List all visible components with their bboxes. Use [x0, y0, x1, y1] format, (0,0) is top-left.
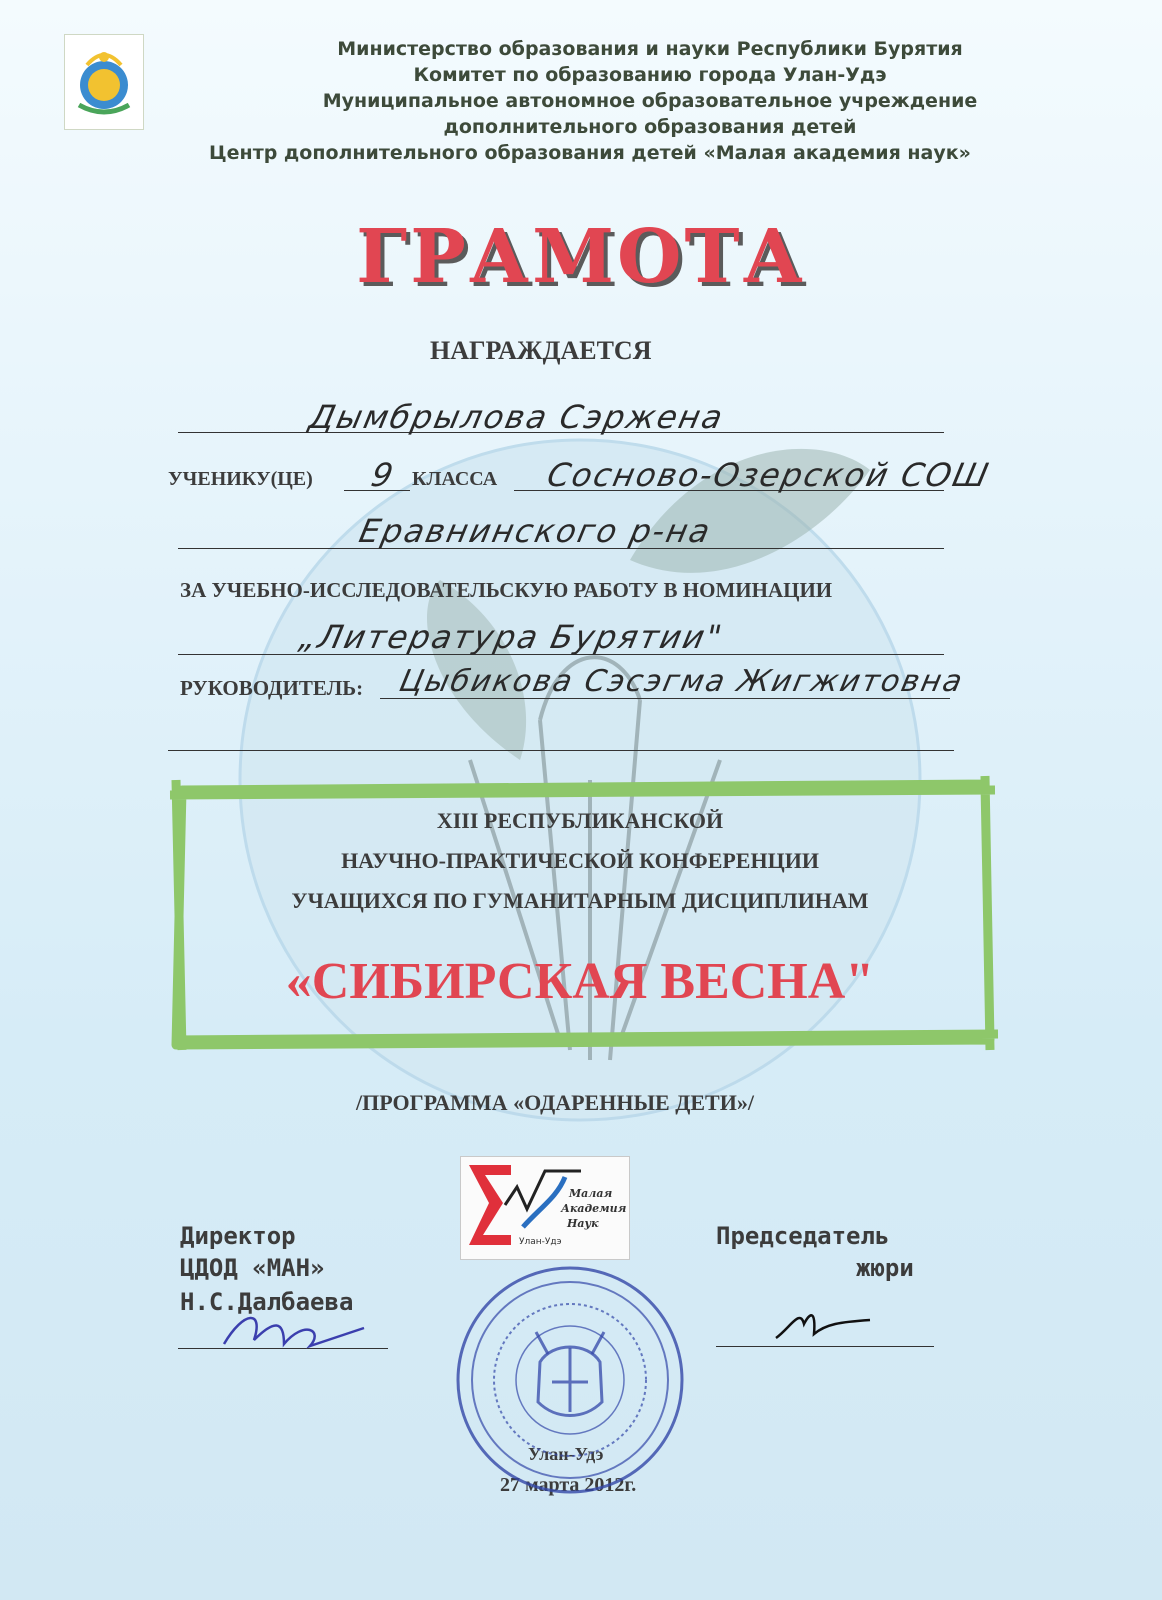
conference-line-1: XIII РЕСПУБЛИКАНСКОЙ	[436, 808, 724, 833]
director-org: ЦДОД «МАН»	[180, 1254, 325, 1282]
awarded-label: НАГРАЖДАЕТСЯ	[430, 336, 652, 365]
director-name: Н.С.Далбаева	[180, 1288, 354, 1316]
header-line-committee: Комитет по образованию города Улан-Удэ	[413, 64, 887, 86]
nomination-label: ЗА УЧЕБНО-ИССЛЕДОВАТЕЛЬСКУЮ РАБОТУ В НОМИНАЦИИ	[180, 578, 833, 602]
official-stamp	[452, 1262, 688, 1498]
buryatia-emblem	[64, 34, 144, 130]
jury-title: Председатель	[716, 1222, 890, 1250]
certificate-title: ГРАМОТА	[356, 214, 806, 300]
recipient-name: Дымбрылова Сэржена	[305, 398, 728, 436]
jury-signature	[770, 1298, 880, 1348]
stamp-city: Улан-Удэ	[528, 1444, 604, 1464]
director-title: Директор	[180, 1222, 296, 1250]
director-signature	[214, 1300, 374, 1360]
certificate-date: 27 марта 2012г.	[500, 1474, 637, 1496]
logo-line-3: Наук	[567, 1217, 599, 1230]
conference-line-2: НАУЧНО-ПРАКТИЧЕСКОЙ КОНФЕРЕНЦИИ	[341, 848, 819, 873]
nomination-value: „Литература Бурятии"	[295, 618, 727, 656]
logo-city: Улан-Удэ	[519, 1237, 562, 1247]
blank-underline	[168, 750, 954, 751]
supervisor-label: РУКОВОДИТЕЛЬ:	[180, 676, 364, 700]
header-line-ministry: Министерство образования и науки Республики Бурятия	[337, 38, 963, 60]
supervisor-name: Цыбикова Сэсэгма Жигжитовна	[396, 664, 968, 699]
jury-subtitle: жюри	[856, 1254, 914, 1282]
emblem-icon	[65, 35, 143, 129]
logo-line-1: Малая	[569, 1187, 613, 1200]
logo-line-2: Академия	[561, 1202, 627, 1215]
conference-name: «СИБИРСКАЯ ВЕСНА"	[285, 953, 875, 1010]
header-line-education: дополнительного образования детей	[443, 116, 857, 138]
grade-value: 9	[367, 456, 399, 494]
class-label: КЛАССА	[412, 468, 498, 490]
header-line-institution: Муниципальное автономное образовательное учреждение	[322, 90, 978, 112]
student-label: УЧЕНИКУ(ЦЕ)	[168, 468, 313, 490]
man-logo	[460, 1156, 630, 1260]
conference-line-3: УЧАЩИХСЯ ПО ГУМАНИТАРНЫМ ДИСЦИПЛИНАМ	[291, 888, 869, 913]
school-value: Сосново-Озерской СОШ	[543, 456, 994, 494]
header-line-center: Центр дополнительного образования детей «Малая академия наук»	[209, 142, 971, 164]
district-value: Еравнинского р-на	[355, 512, 716, 550]
program-label: /ПРОГРАММА «ОДАРЕННЫЕ ДЕТИ»/	[356, 1090, 754, 1115]
